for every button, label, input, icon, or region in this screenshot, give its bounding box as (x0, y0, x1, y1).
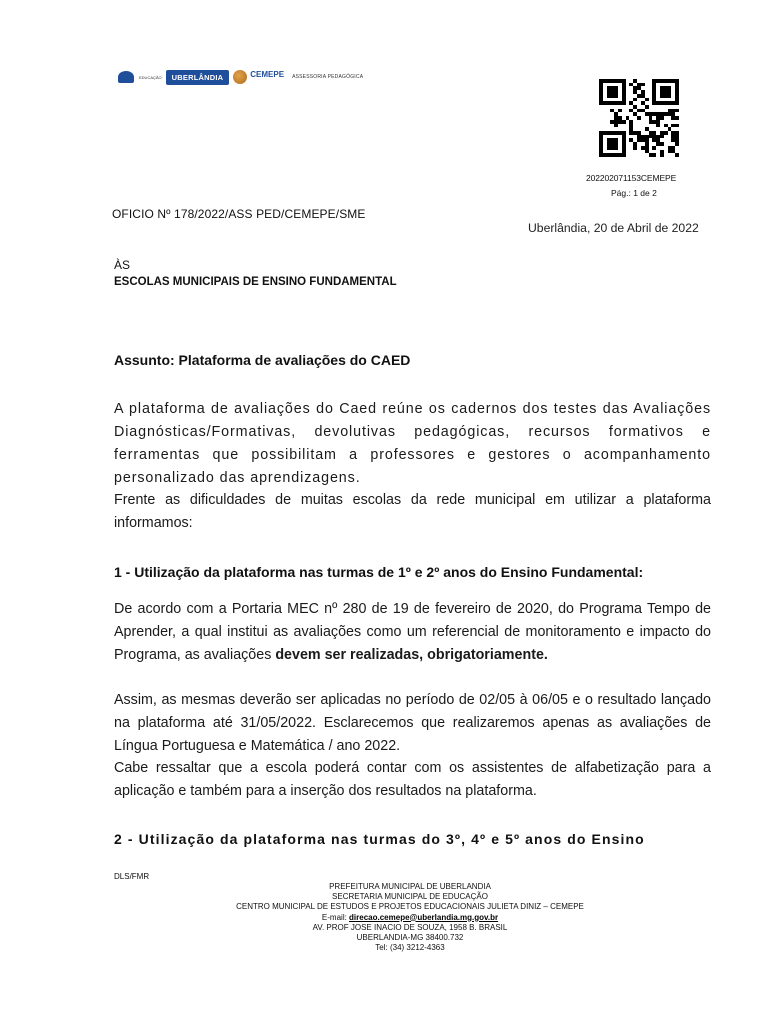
uberlandia-logo: UBERLÂNDIA (166, 70, 230, 85)
footer-email-label: E-mail: (321, 912, 350, 922)
oficio-number: OFICIO Nº 178/2022/ASS PED/CEMEPE/SME (112, 207, 366, 221)
paragraph-schedule: Assim, as mesmas deverão ser aplicadas no período de 02/05 à 06/05 e o resultado lançado na plataforma até 31/05/2022. Esclarecemos que realizaremos apenas as avaliações de Língua Portuguesa e Matemática / ano 2022. (114, 692, 711, 754)
cemepe-emblem-icon (233, 70, 247, 84)
subject: Assunto: Plataforma de avaliações do CAED (114, 352, 411, 368)
author-initials: DLS/FMR (114, 872, 150, 881)
prefeitura-logo-text: EDUCAÇÃO (139, 74, 162, 80)
footer-address: AV. PROF JOSE INACIO DE SOUZA, 1958 B. BRASIL (312, 922, 508, 932)
footer-email-link[interactable]: direcao.cemepe@uberlandia.mg.gov.br (349, 912, 499, 922)
paragraph-intro: A plataforma de avaliações do Caed reúne os cadernos dos testes das Avaliações Diagnósticas/Formativas, devolutivas pedagógicas, recursos formativos e ferramentas que possibilitam a professores e gestores o acompanhamento personalizado das aprendizagens. (114, 401, 711, 486)
footer-city: UBERLANDIA-MG 38400.732 (356, 933, 464, 943)
paragraph-portaria-text: De acordo com a Portaria MEC nº 280 de 19 de fevereiro de 2020, do Programa Tempo de Aprender, a qual institui as avaliações como um referencial de monitoramento e impacto do Programa, as avaliações (114, 601, 711, 663)
letter-date: Uberlândia, 20 de Abril de 2022 (528, 221, 699, 235)
cemepe-logo-text: CEMEPE (250, 70, 285, 79)
section-heading-2: 2 - Utilização da plataforma nas turmas do 3º, 4º e 5º anos do Ensino (114, 831, 645, 847)
footer-phone: Tel: (34) 3212-4363 (375, 943, 445, 953)
footer-centro: CENTRO MUNICIPAL DE ESTUDOS E PROJETOS EDUCACIONAIS JULIETA DINIZ – CEMEPE (236, 902, 584, 912)
footer (150, 882, 670, 953)
assessoria-logo-text: ASSESSORIA PEDAGÓGICA (292, 74, 364, 80)
section-heading-1: 1 - Utilização da plataforma nas turmas de 1º e 2º anos do Ensino Fundamental: (114, 564, 644, 580)
footer-secretaria: SECRETARIA MUNICIPAL DE EDUCAÇÃO (332, 892, 488, 902)
cemepe-logo (233, 70, 284, 84)
prefeitura-logo (116, 70, 162, 84)
recipient: ESCOLAS MUNICIPAIS DE ENSINO FUNDAMENTAL (114, 276, 397, 288)
prefeitura-emblem-icon (116, 70, 136, 84)
qr-code-icon (599, 79, 679, 157)
footer-prefeitura: PREFEITURA MUNICIPAL DE UBERLANDIA (329, 882, 491, 891)
header-logos (116, 66, 363, 88)
paragraph-portaria-emphasis: devem ser realizadas, obrigatoriamente. (275, 647, 548, 663)
qr-code-number: 202202071153CEMEPE (586, 173, 677, 183)
addressee-prefix: ÀS (114, 258, 131, 272)
paragraph-assistants: Cabe ressaltar que a escola poderá contar com os assistentes de alfabetização para a aplicação e também para a inserção dos resultados na plataforma. (114, 760, 711, 799)
footer-email-line (150, 913, 670, 923)
page-number: Pág.: 1 de 2 (611, 188, 657, 198)
paragraph-context: Frente as dificuldades de muitas escolas da rede municipal em utilizar a plataforma informamos: (114, 492, 711, 531)
paragraph-portaria (114, 598, 711, 667)
